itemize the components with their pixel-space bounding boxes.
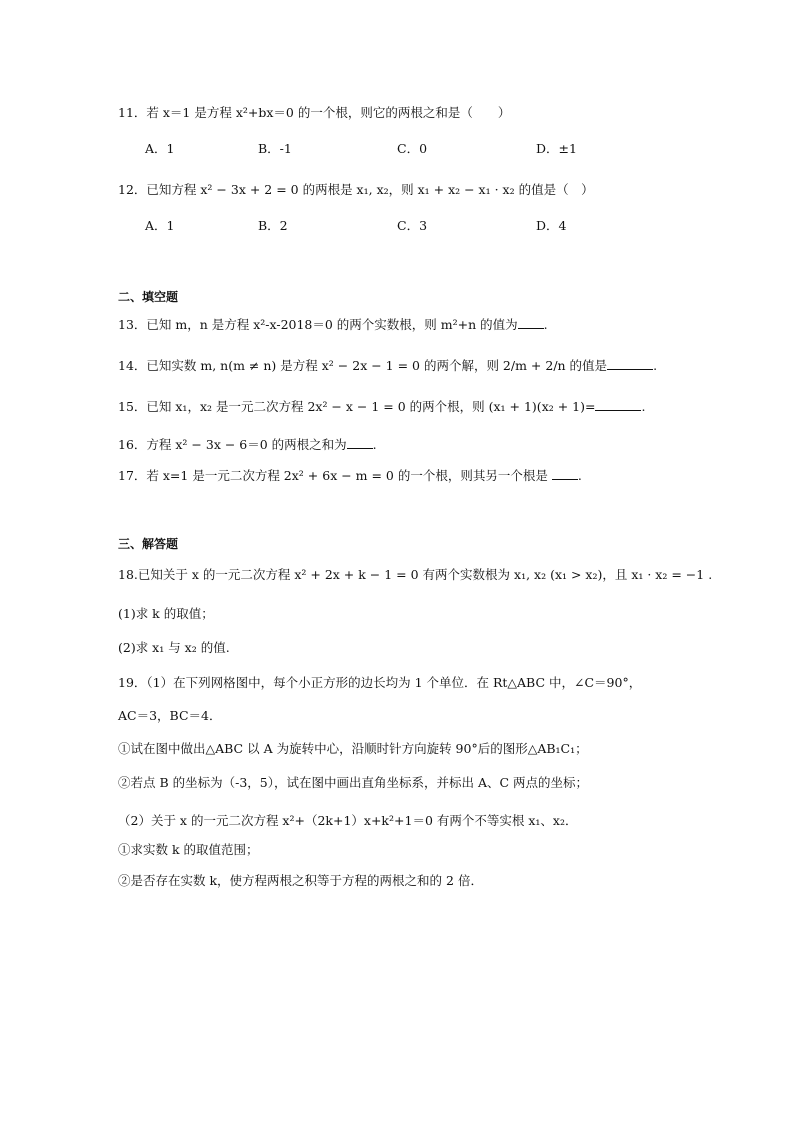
section-title-solutions: 三、解答题 [118, 537, 179, 551]
q12-option-b: B．2 [258, 218, 288, 233]
question-13-stem: 13．已知 m，n 是方程 x²-x-2018＝0 的两个实数根，则 m²+n 的值为 [118, 317, 518, 332]
question-19-line-2: AC＝3，BC＝4． [118, 708, 222, 723]
question-16-stem: 16．方程 x² − 3x − 6＝0 的两根之和为 [118, 437, 347, 452]
q11-option-c: C．0 [397, 141, 428, 156]
question-16 [118, 435, 377, 455]
question-18-stem: 18.已知关于 x 的一元二次方程 x² + 2x + k − 1 = 0 有两个实数根为 x₁, x₂ (x₁ > x₂)，且 x₁ · x₂ = −1 . [118, 567, 713, 582]
question-19-line-6: ①求实数 k 的取值范围； [118, 842, 259, 857]
q11-option-d: D．±1 [536, 141, 577, 156]
question-17 [118, 466, 582, 486]
question-14-end: . [653, 358, 658, 373]
answer-blank [347, 436, 373, 449]
question-15-end: . [641, 399, 646, 414]
question-11-stem: 11．若 x＝1 是方程 x²+bx＝0 的一个根，则它的两根之和是（ ） [118, 105, 511, 120]
answer-blank [518, 316, 544, 329]
section-title-fill-in: 二、填空题 [118, 290, 179, 304]
question-13 [118, 315, 548, 335]
q12-option-d: D．4 [536, 218, 567, 233]
answer-blank [595, 398, 641, 411]
q11-option-a: A．1 [145, 141, 175, 156]
question-19-line-5: （2）关于 x 的一元二次方程 x²+（2k+1）x+k²+1＝0 有两个不等实根 x₁、x₂． [118, 813, 578, 828]
question-18-part-1: (1)求 k 的取值； [118, 606, 214, 621]
question-19-line-7: ②是否存在实数 k，使方程两根之积等于方程的两根之和的 2 倍． [118, 873, 483, 888]
question-14-stem: 14．已知实数 m, n(m ≠ n) 是方程 x² − 2x − 1 = 0 的两个解，则 2/m + 2/n 的值是 [118, 358, 608, 373]
question-17-end: . [577, 468, 582, 483]
question-19-line-1: 19．（1）在下列网格图中，每个小正方形的边长均为 1 个单位．在 Rt△ABC 中，∠C＝90°， [118, 675, 642, 690]
question-17-stem: 17．若 x=1 是一元二次方程 2x² + 6x − m = 0 的一个根，则其另一个根是 [118, 468, 552, 483]
question-14 [118, 356, 657, 376]
question-12-stem: 12．已知方程 x² − 3x + 2 = 0 的两根是 x₁, x₂，则 x₁ + x₂ − x₁ · x₂ 的值是（ ） [118, 182, 594, 197]
question-16-end: . [372, 437, 377, 452]
question-18-part-2: (2)求 x₁ 与 x₂ 的值. [118, 640, 230, 655]
answer-blank [607, 357, 653, 370]
q12-option-c: C．3 [397, 218, 428, 233]
question-13-end: . [543, 317, 548, 332]
q12-option-a: A．1 [145, 218, 175, 233]
question-15-stem: 15．已知 x₁，x₂ 是一元二次方程 2x² − x − 1 = 0 的两个根，则 (x₁ + 1)(x₂ + 1)= [118, 399, 596, 414]
question-19-line-3: ①试在图中做出△ABC 以 A 为旋转中心，沿顺时针方向旋转 90°后的图形△AB₁C₁； [118, 741, 588, 756]
question-19-line-4: ②若点 B 的坐标为（-3，5），试在图中画出直角坐标系，并标出 A、C 两点的坐标； [118, 775, 589, 790]
question-15 [118, 397, 645, 417]
q11-option-b: B．-1 [258, 141, 292, 156]
answer-blank [552, 467, 578, 480]
